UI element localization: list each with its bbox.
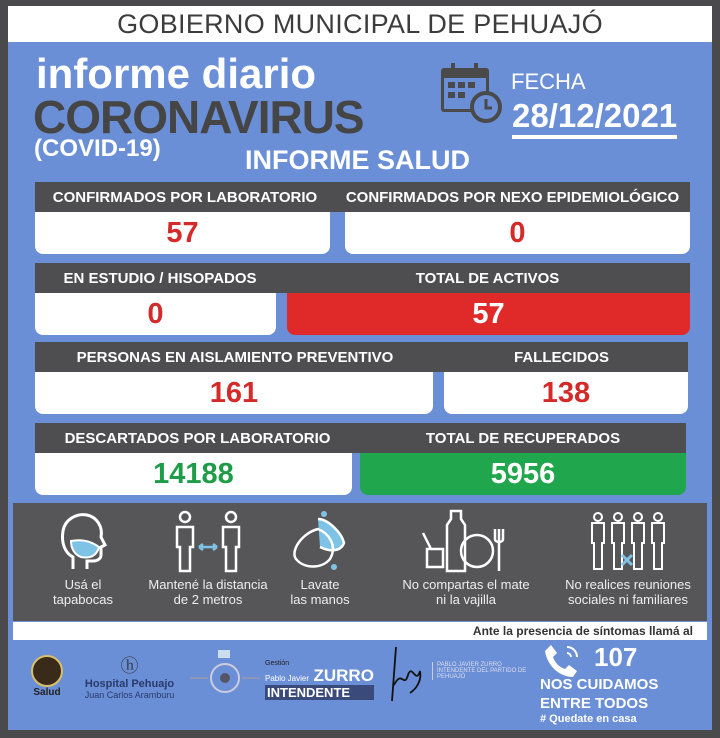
title-informe-diario: informe diario: [36, 50, 317, 97]
confirmados-lab-label: CONFIRMADOS POR LABORATORIO: [52, 188, 318, 206]
zurro-label: ZURRO: [313, 666, 374, 685]
tip-mate: [381, 503, 551, 607]
row4-header: [35, 423, 686, 453]
zurro-logo: [265, 660, 374, 700]
hospital-subtitle: Juan Carlos Aramburu: [84, 690, 175, 700]
no-gathering-icon: [588, 509, 668, 573]
signature-icon: [388, 645, 428, 710]
title-coronavirus: CORONAVIRUS: [33, 91, 364, 143]
tip-text: tapabocas: [53, 592, 113, 607]
date-value: 28/12/2021: [512, 97, 677, 139]
face-mask-icon: [53, 509, 113, 573]
tip-text: Mantené la distancia: [148, 577, 268, 592]
hand-wash-icon: [288, 509, 352, 573]
en-estudio-label: EN ESTUDIO / HISOPADOS: [63, 269, 257, 287]
row2-header: [35, 263, 690, 293]
tip-text: las manos: [290, 592, 350, 607]
gestion-label: Gestión: [265, 660, 290, 667]
mate-dishes-icon: [421, 509, 511, 573]
tip-text: No realices reuniones: [565, 577, 691, 592]
row3-header: [35, 342, 688, 372]
tip-gathering: [553, 503, 703, 607]
confirmados-nexo-label: CONFIRMADOS POR NEXO EPIDEMIOLÓGICO: [345, 188, 680, 206]
en-estudio-value: 0: [35, 293, 276, 335]
confirmados-nexo-value: 0: [345, 212, 690, 254]
calendar-clock-icon: [438, 60, 504, 131]
recuperados-label: TOTAL DE RECUPERADOS: [425, 429, 621, 447]
descartados-label: DESCARTADOS POR LABORATORIO: [64, 429, 331, 447]
salud-label: Salud: [33, 687, 61, 698]
call-instruction: Ante la presencia de síntomas llamá al: [13, 622, 707, 640]
tip-wash: [245, 503, 395, 607]
fallecidos-label: FALLECIDOS: [513, 348, 609, 366]
signature-caption: PABLO JAVIER ZURRO INTENDENTE DEL PARTIDO DE PEHUAJÓ: [432, 662, 527, 680]
tip-text: de 2 metros: [173, 592, 243, 607]
tip-text: Usá el: [64, 577, 102, 592]
row1-header: [35, 182, 690, 212]
phone-number: 107: [594, 642, 638, 672]
prevention-tips-panel: [13, 503, 707, 621]
fallecidos-value: 138: [444, 372, 688, 414]
total-activos-label: TOTAL DE ACTIVOS: [415, 269, 560, 287]
government-header: GOBIERNO MUNICIPAL DE PEHUAJÓ: [8, 6, 712, 42]
hospital-logo: ⓗ Hospital Pehuajo Juan Carlos Aramburu: [82, 652, 177, 700]
aislamiento-label: PERSONAS EN AISLAMIENTO PREVENTIVO: [76, 348, 394, 366]
tip-text: Lavate: [300, 577, 340, 592]
date-label: FECHA: [511, 69, 586, 94]
section-title: INFORME SALUD: [245, 145, 470, 175]
total-activos-value: 57: [287, 293, 690, 335]
slogan-line1: NOS CUIDAMOS: [540, 676, 659, 693]
intendente-label: INTENDENTE: [265, 685, 374, 700]
tip-text: No compartas el mate: [402, 577, 530, 592]
recuperados-value: 5956: [360, 453, 686, 495]
hospital-name: Hospital Pehuajo: [84, 678, 175, 690]
title-covid: (COVID-19): [34, 135, 161, 162]
slogan-line2: ENTRE TODOS: [540, 695, 649, 712]
confirmados-lab-value: 57: [35, 212, 330, 254]
social-distance-icon: [173, 509, 243, 573]
tip-text: sociales ni familiares: [568, 592, 688, 607]
aislamiento-value: 161: [35, 372, 433, 414]
municipal-seal-icon: [190, 650, 260, 705]
descartados-value: 14188: [35, 453, 352, 495]
tip-text: ni la vajilla: [436, 592, 496, 607]
salud-logo: [22, 655, 72, 698]
pablo-label: Pablo Javier: [265, 674, 310, 683]
hashtag: # Quedate en casa: [540, 713, 637, 725]
